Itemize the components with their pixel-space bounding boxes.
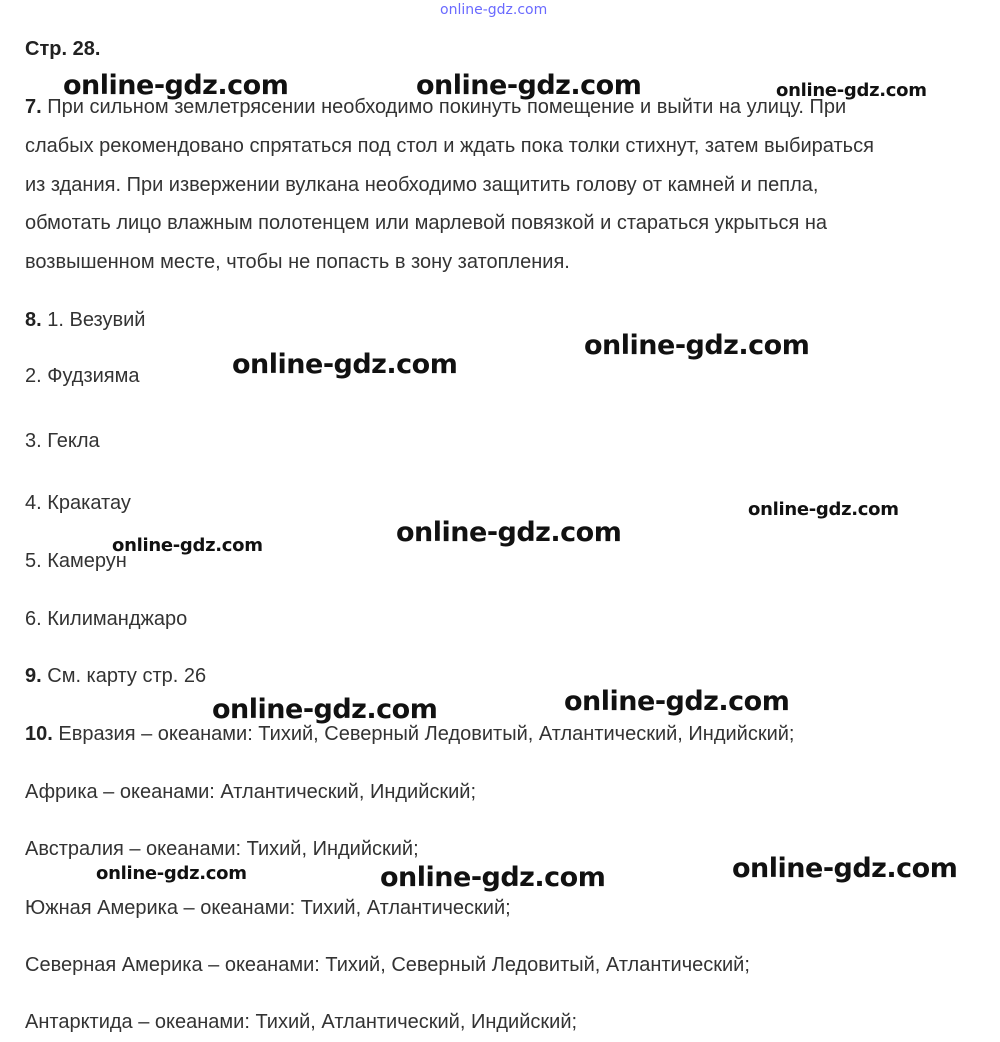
watermark: online-gdz.com [112, 535, 263, 556]
watermark-top: online-gdz.com [440, 2, 548, 18]
q8-item-3: 3. Гекла [25, 430, 100, 452]
q7-line-1 [25, 95, 846, 119]
page-heading: Стр. 28. [25, 38, 101, 60]
watermark: online-gdz.com [380, 862, 606, 893]
q7-number: 7. [25, 96, 42, 118]
q10-line-3: Австралия – океанами: Тихий, Индийский; [25, 838, 419, 860]
q10-line-6: Антарктида – океанами: Тихий, Атлантический, Индийский; [25, 1011, 578, 1033]
watermark: online-gdz.com [416, 70, 642, 101]
q9-number: 9. [25, 665, 42, 687]
q10-number: 10. [25, 723, 53, 745]
q8-item-4: 4. Кракатау [25, 492, 131, 514]
watermark: online-gdz.com [212, 694, 438, 725]
q10-line-5: Северная Америка – океанами: Тихий, Северный Ледовитый, Атлантический; [25, 954, 750, 976]
watermark: online-gdz.com [732, 853, 958, 884]
q8-number: 8. [25, 309, 42, 331]
watermark: online-gdz.com [564, 686, 790, 717]
q7-line-5: возвышенном месте, чтобы не попасть в зону затопления. [25, 251, 570, 273]
q8-item-5: 5. Камерун [25, 550, 127, 572]
q10-line-2: Африка – океанами: Атлантический, Индийский; [25, 781, 477, 803]
watermark: online-gdz.com [96, 863, 247, 884]
watermark: online-gdz.com [232, 349, 458, 380]
watermark: online-gdz.com [776, 80, 927, 101]
q10-line-1 [25, 722, 794, 746]
q7-text-1: При сильном землетрясении необходимо покинуть помещение и выйти на улицу. При [41, 96, 847, 118]
q9-text: См. карту стр. 26 [41, 665, 207, 687]
watermark: online-gdz.com [396, 517, 622, 548]
q8-item-6: 6. Килиманджаро [25, 608, 188, 630]
q9-line [25, 664, 206, 688]
q8-item-2: 2. Фудзияма [25, 365, 140, 387]
watermark: online-gdz.com [748, 499, 899, 520]
q7-line-2: слабых рекомендовано спрятаться под стол и ждать пока толки стихнут, затем выбираться [25, 135, 874, 157]
q7-line-3: из здания. При извержении вулкана необходимо защитить голову от камней и пепла, [25, 174, 819, 196]
q10-line-4: Южная Америка – океанами: Тихий, Атлантический; [25, 897, 511, 919]
q8-item-1-text: 1. Везувий [41, 309, 146, 331]
watermark: online-gdz.com [63, 70, 289, 101]
q7-line-4: обмотать лицо влажным полотенцем или марлевой повязкой и стараться укрыться на [25, 212, 828, 234]
q8-item-1 [25, 308, 145, 332]
q10-text-1: Евразия – океанами: Тихий, Северный Ледовитый, Атлантический, Индийский; [52, 723, 795, 745]
watermark: online-gdz.com [584, 330, 810, 361]
